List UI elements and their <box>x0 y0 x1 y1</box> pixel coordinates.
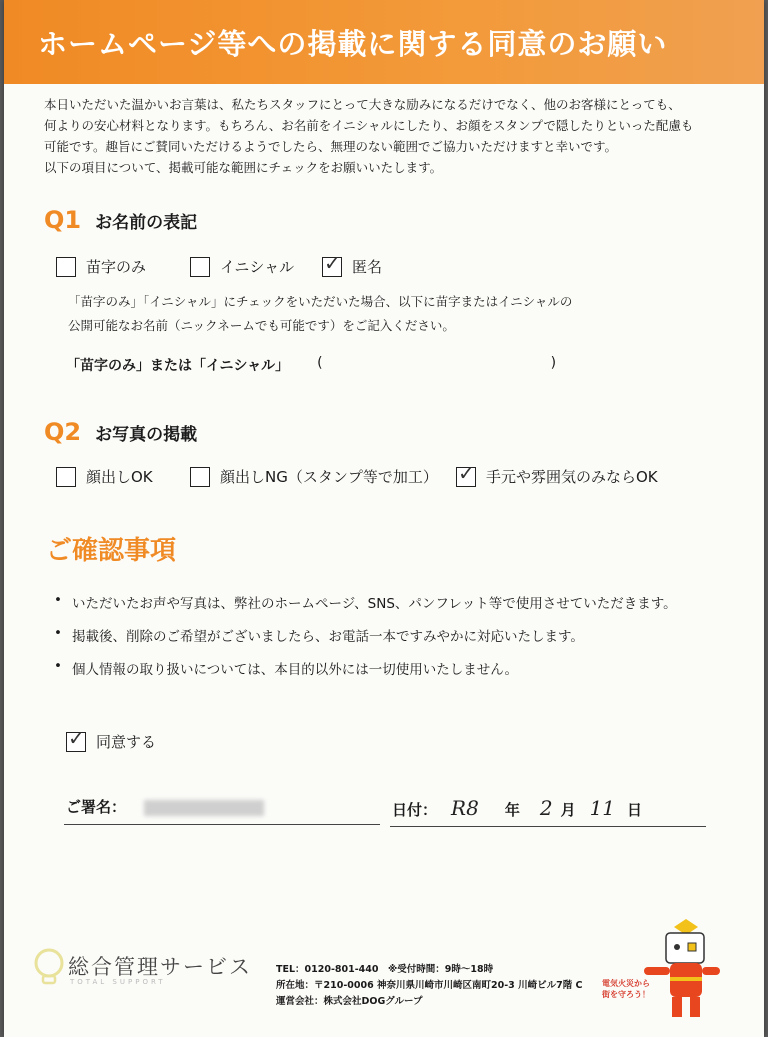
handwritten-era: R8 <box>451 796 479 820</box>
q1-title: お名前の表記 <box>95 213 198 233</box>
list-item-text: いただいたお声や写真は、弊社のホームページ、SNS、パンフレット等で使用させていただきます。 <box>72 596 677 612</box>
bullet: • <box>54 625 62 641</box>
q1-number: Q1 <box>44 206 82 234</box>
option-label: イニシャル <box>220 258 295 276</box>
company-name: 総合管理サービス <box>68 955 252 979</box>
mascot-slogan-line: 電気火災から <box>602 979 650 988</box>
list-item <box>54 658 677 691</box>
checkbox[interactable] <box>190 467 210 487</box>
note-line: 公開可能なお名前（ニックネームでも可能です）をご記入ください。 <box>68 318 455 333</box>
q2-title: お写真の掲載 <box>95 425 198 445</box>
intro-text <box>44 94 734 178</box>
list-item-text: 個人情報の取り扱いについては、本目的以外には一切使用いたしません。 <box>72 662 519 678</box>
checkbox[interactable] <box>56 257 76 277</box>
month-unit: 月 <box>560 801 576 819</box>
paren-open: ( <box>317 355 323 371</box>
company-subtitle: TOTAL SUPPORT <box>70 978 166 986</box>
note-line: 「苗字のみ」「イニシャル」にチェックをいただいた場合、以下に苗字またはイニシャルの <box>68 294 573 309</box>
lightbulb-icon <box>30 946 68 986</box>
confirm-list <box>54 592 677 691</box>
checkmark-icon: ✓ <box>68 725 85 750</box>
q1-option-surname[interactable] <box>56 256 146 277</box>
date-field[interactable] <box>392 796 642 820</box>
address-line: 所在地：〒210-0006 神奈川県川崎市川崎区南町20-3 川崎ビル7階 C <box>276 980 583 991</box>
date-label: 日付： <box>392 801 438 819</box>
agree-option[interactable] <box>66 725 157 752</box>
public-name-field[interactable] <box>66 355 556 375</box>
q1-option-anonymous[interactable] <box>322 250 383 277</box>
option-label: 手元や雰囲気のみならOK <box>486 468 658 486</box>
intro-line: 何よりの安心材料となります。もちろん、お名前をイニシャルにしたり、お顔をスタンプで隠したりといった配慮も <box>44 118 694 133</box>
public-name-label: 「苗字のみ」または「イニシャル」 <box>66 358 290 374</box>
q2-option-hands-only[interactable] <box>456 460 658 487</box>
list-item-text: 掲載後、削除のご希望がございましたら、お電話一本ですみやかに対応いたします。 <box>72 629 584 645</box>
day-unit: 日 <box>627 801 643 819</box>
confirm-title: ご確認事項 <box>46 536 177 566</box>
signature-field[interactable] <box>66 796 126 817</box>
q1-note <box>68 290 572 338</box>
list-item <box>54 592 677 625</box>
company-logo <box>30 946 252 986</box>
paren-close: ) <box>550 355 557 371</box>
checkbox-checked[interactable] <box>66 725 86 752</box>
mascot-slogan-line: 街を守ろう！ <box>602 990 650 999</box>
q2-heading <box>44 418 197 446</box>
checkbox[interactable] <box>56 467 76 487</box>
bullet: • <box>54 658 62 674</box>
date-line <box>390 826 706 827</box>
form-title-banner <box>4 0 764 84</box>
option-label: 顔出しNG（スタンプ等で加工） <box>220 468 438 486</box>
intro-line: 可能です。趣旨にご賛同いただけるようでしたら、無理のない範囲でご協力いただけますと幸いです。 <box>44 139 618 154</box>
bullet: • <box>54 592 62 608</box>
checkmark-icon: ✓ <box>458 460 475 485</box>
operator-line: 運営会社：株式会社DOGグループ <box>276 996 423 1007</box>
q2-number: Q2 <box>44 418 82 446</box>
q1-heading <box>44 206 197 234</box>
handwritten-month: 2 <box>539 796 553 820</box>
handwritten-day: 11 <box>589 796 616 820</box>
mascot-slogan <box>602 978 650 1000</box>
signature-line <box>64 824 380 825</box>
checkbox-checked[interactable] <box>456 460 476 487</box>
company-info <box>276 962 583 1010</box>
option-label: 顔出しOK <box>86 468 153 486</box>
redacted-signature <box>144 800 264 816</box>
form-title: ホームページ等への掲載に関する同意のお願い <box>38 26 668 61</box>
checkbox-checked[interactable] <box>322 250 342 277</box>
intro-line: 以下の項目について、掲載可能な範囲にチェックをお願いいたします。 <box>44 160 443 175</box>
year-unit: 年 <box>504 801 520 819</box>
option-label: 苗字のみ <box>86 258 147 276</box>
intro-line: 本日いただいた温かいお言葉は、私たちスタッフにとって大きな励みになるだけでなく、他のお客様にとっても、 <box>44 97 681 112</box>
checkmark-icon: ✓ <box>324 250 341 275</box>
q2-option-face-ok[interactable] <box>56 466 153 487</box>
q1-option-initials[interactable] <box>190 256 294 277</box>
list-item <box>54 625 677 658</box>
mascot-illustration <box>614 915 724 1025</box>
checkbox[interactable] <box>190 257 210 277</box>
agree-label: 同意する <box>96 733 157 751</box>
option-label: 匿名 <box>352 258 383 276</box>
consent-form-sheet <box>4 0 764 1037</box>
tel-line: TEL：0120-801-440 ※受付時間：9時～18時 <box>276 964 494 975</box>
signature-label: ご署名： <box>66 798 127 816</box>
q2-option-face-ng[interactable] <box>190 466 438 487</box>
